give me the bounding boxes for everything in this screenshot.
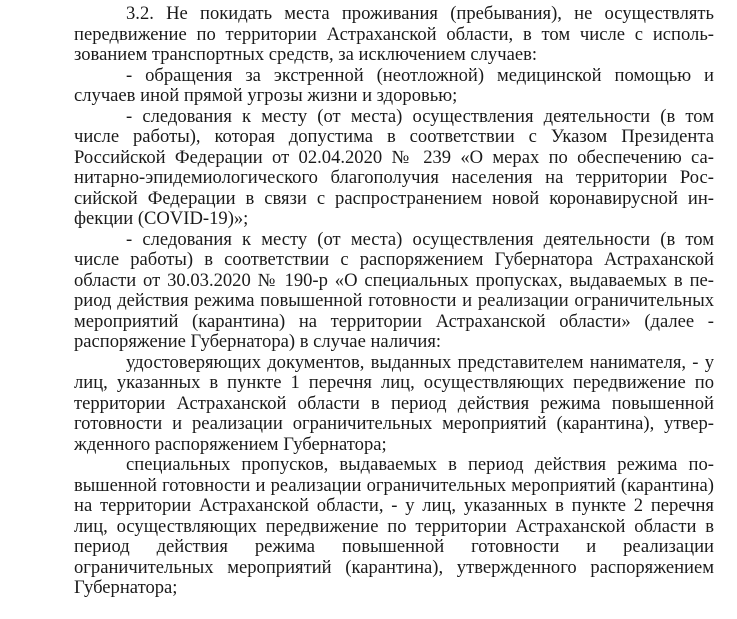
paragraph-work-presidential-decree: - следования к месту (от места) осуществления деятельности (в том числе работы), которая допустима в соответствии с Указом Президента Российской Федерации от 02.04.2020 № 239 «О мерах по обеспечению санитарно-эпидемиологического благополучия населения на территории Российской Федерации в связи с распространением новой коронавирусной инфекции (COVID-19)»; [74,105,714,229]
paragraph-medical-exception: - обращения за экстренной (неотложной) медицинской помощью и случаев иной прямой угрозы жизни и здоровью; [74,64,714,106]
paragraph-employer-documents: удостоверяющих документов, выданных представителем нанимателя, - у лиц, указанных в пункте 1 перечня лиц, осуществляющих передвижение по территории Астраханской области в период действия режима повышенной готовности и реализации ограничительных мероприятий (карантина), утвержденного распоряжением Губернатора; [74,351,714,455]
paragraph-3-2-intro: 3.2. Не покидать места проживания (пребывания), не осуществлять передвижение по территории Астраханской области, в том числе с использованием транспортных средств, за исключением случаев: [74,3,714,65]
paragraph-work-governor-order: - следования к месту (от места) осуществления деятельности (в том числе работы) в соответствии с распоряжением Губернатора Астраханской области от 30.03.2020 № 190-р «О специальных пропусках, выдаваемых в период действия режима повышенной готовности и реализации ограничительных мероприятий (карантина) на территории Астраханской области» (далее - распоряжение Губернатора) в случае наличия: [74,228,714,352]
document-body [74,4,714,599]
paragraph-special-passes: специальных пропусков, выдаваемых в период действия режима повышенной готовности и реализации ограничительных мероприятий (карантина) на территории Астраханской области, - у лиц, указанных в пункте 2 перечня лиц, осуществляющих передвижение по территории Астраханской области в период действия режима повышенной готовности и реализации ограничительных мероприятий (карантина), утвержденного распоряжением Губернатора; [74,454,714,598]
